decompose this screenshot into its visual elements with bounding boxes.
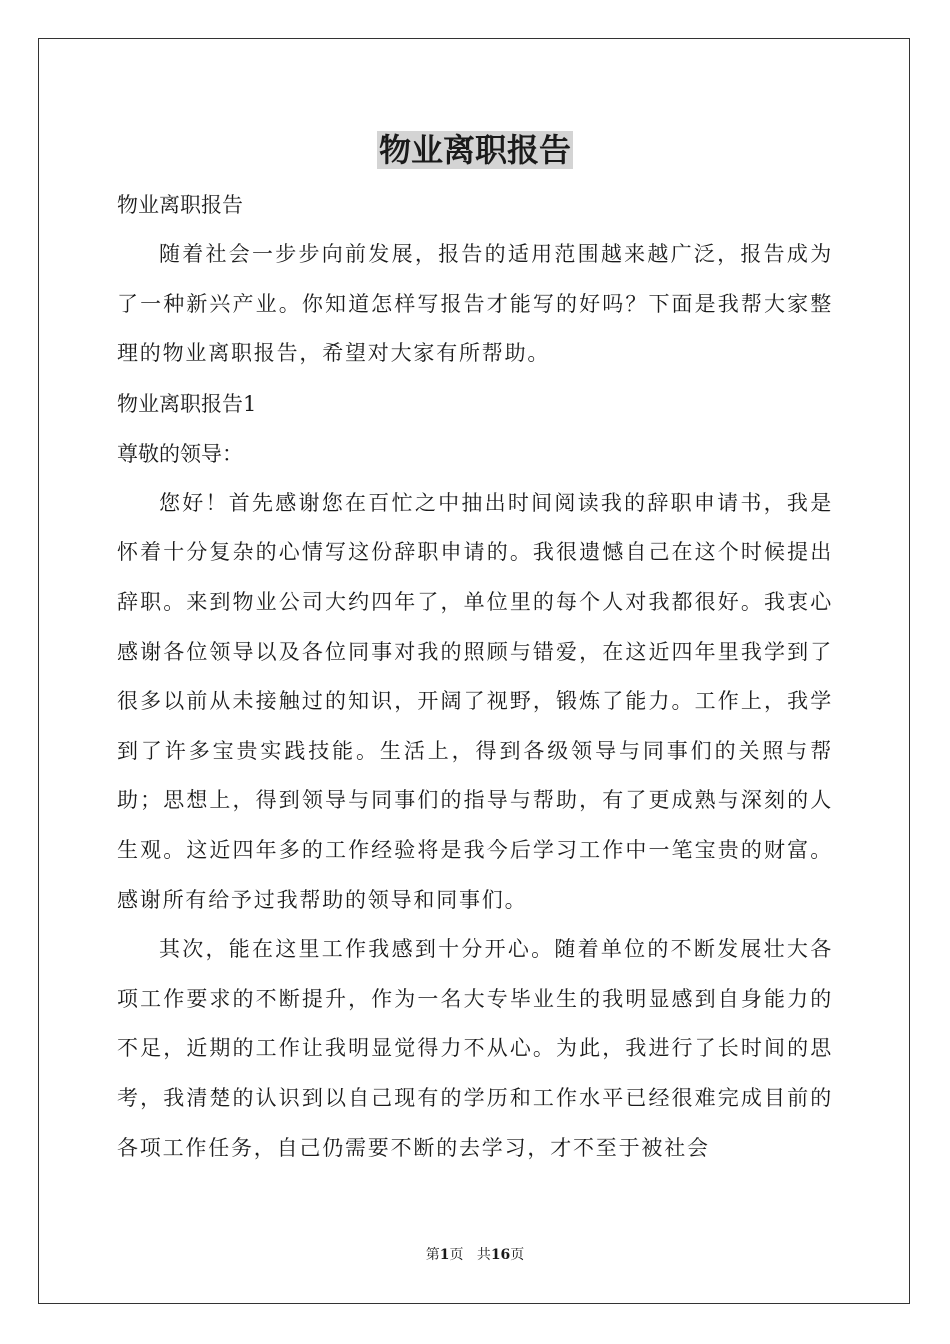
page-footer <box>0 1245 950 1265</box>
footer-page-suffix: 页 <box>449 1247 464 1263</box>
salutation: 尊敬的领导： <box>117 441 243 466</box>
document-body <box>117 180 833 1173</box>
footer-total-pages: 16 <box>490 1247 511 1263</box>
footer-total-suffix: 页 <box>510 1247 525 1263</box>
document-title <box>0 128 950 172</box>
section-title: 物业离职报告1 <box>117 391 257 416</box>
intro-paragraph: 随着社会一步步向前发展，报告的适用范围越来越广泛，报告成为了一种新兴产业。你知道怎样写报告才能写的好吗？下面是我帮大家整理的物业离职报告，希望对大家有所帮助。 <box>117 242 833 366</box>
body-paragraph: 您好！首先感谢您在百忙之中抽出时间阅读我的辞职申请书，我是怀着十分复杂的心情写这份辞职申请的。我很遗憾自己在这个时候提出辞职。来到物业公司大约四年了，单位里的每个人对我都很好。我衷心感谢各位领导以及各位同事对我的照顾与错爱，在这近四年里我学到了很多以前从未接触过的知识，开阔了视野，锻炼了能力。工作上，我学到了许多宝贵实践技能。生活上，得到各级领导与同事们的关照与帮助；思想上，得到领导与同事们的指导与帮助，有了更成熟与深刻的人生观。这近四年多的工作经验将是我今后学习工作中一笔宝贵的财富。感谢所有给予过我帮助的领导和同事们。 <box>117 490 833 912</box>
document-title-text: 物业离职报告 <box>378 131 571 169</box>
document-subtitle: 物业离职报告 <box>117 193 243 217</box>
footer-page-prefix: 第 <box>425 1247 440 1263</box>
footer-page-number: 1 <box>439 1247 450 1263</box>
footer-total-prefix: 共 <box>476 1247 491 1263</box>
body-paragraph: 其次，能在这里工作我感到十分开心。随着单位的不断发展壮大各项工作要求的不断提升，作为一名大专毕业生的我明显感到自身能力的不足，近期的工作让我明显觉得力不从心。为此，我进行了长时间的思考，我清楚的认识到以自己现有的学历和工作水平已经很难完成目前的各项工作任务，自己仍需要不断的去学习，才不至于被社会 <box>117 937 833 1160</box>
